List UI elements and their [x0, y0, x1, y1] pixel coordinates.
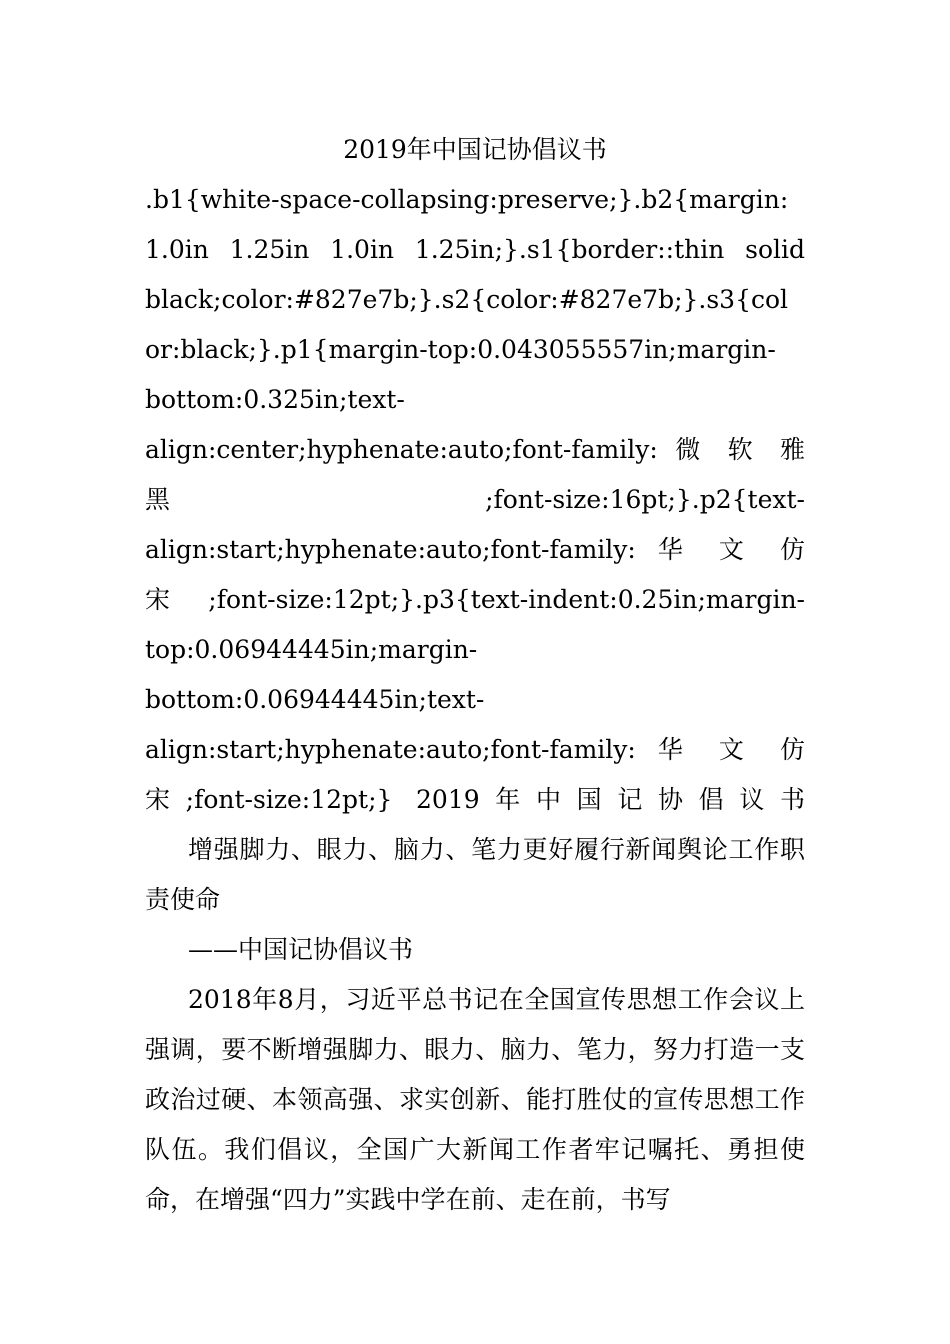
css-line: align:start;hyphenate:auto;font-family: 华 文 仿 — [145, 735, 805, 764]
css-line: 宋 ;font-size:12pt;}.p3{text-indent:0.25in;margin- — [145, 585, 805, 614]
body-paragraph-heading: 增强脚力、眼力、脑力、笔力更好履行新闻舆论工作职责使命 — [145, 835, 805, 914]
css-line: 黑 ;font-size:16pt;}.p2{text- — [145, 485, 805, 514]
css-line: 1.0in 1.25in 1.0in 1.25in;}.s1{border::thin solid — [145, 235, 805, 264]
css-residue-block — [145, 175, 805, 825]
css-line: align:start;hyphenate:auto;font-family: 华 文 仿 — [145, 535, 805, 564]
css-line: 宋;font-size:12pt;} 2019年中国记协倡议书 — [145, 785, 805, 814]
document-title: 2019年中国记协倡议书 — [343, 135, 607, 164]
css-line: black;color:#827e7b;}.s2{color:#827e7b;}.s3{col — [145, 285, 789, 314]
body-paragraph: 2018年8月，习近平总书记在全国宣传思想工作会议上强调，要不断增强脚力、眼力、脑力、笔力，努力打造一支政治过硬、本领高强、求实创新、能打胜仗的宣传思想工作队伍。我们倡议，全国广大新闻工作者牢记嘱托、勇担使命，在增强“四力”实践中学在前、走在前，书写 — [145, 985, 805, 1214]
css-line: align:center;hyphenate:auto;font-family: 微 软 雅 — [145, 435, 805, 464]
css-line: or:black;}.p1{margin-top:0.043055557in;margin- — [145, 335, 776, 364]
body-paragraph-subtitle: ——中国记协倡议书 — [188, 935, 414, 964]
css-line: bottom:0.325in;text- — [145, 385, 405, 414]
css-line: .b1{white-space-collapsing:preserve;}.b2{margin: — [145, 185, 789, 214]
document-content — [145, 125, 805, 1225]
css-line: bottom:0.06944445in;text- — [145, 685, 485, 714]
css-line: top:0.06944445in;margin- — [145, 635, 478, 664]
